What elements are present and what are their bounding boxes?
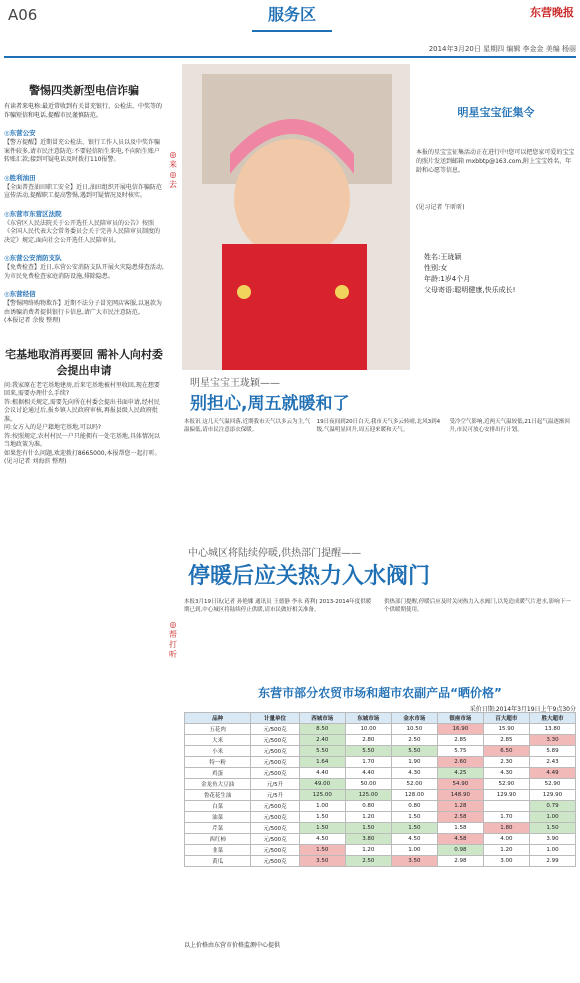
weather-headline	[190, 374, 570, 414]
column-header: 东城市场	[345, 713, 391, 724]
table-cell: 4.30	[391, 768, 437, 779]
table-cell: 2.30	[483, 757, 529, 768]
weather-col-2: 19日夜间到20日白天,我市天气多云转晴,北风3到4级,气温明显回升,周五迎来暖和天气。	[316, 419, 441, 433]
column-header: 西城市场	[299, 713, 345, 724]
table-cell: 元/500克	[251, 801, 300, 812]
table-cell: 元/500克	[251, 823, 300, 834]
heating-kicker: 中心城区将陆续停暖,供热部门提醒——	[188, 548, 362, 559]
newspaper-logo: 东营晚报	[530, 6, 574, 19]
table-cell: 特一粉	[185, 757, 251, 768]
section-title: 服务区	[252, 2, 332, 32]
left-reporter: (见习记者 刘海滨 整理)	[4, 458, 67, 465]
table-cell: 52.90	[529, 779, 575, 790]
heating-body	[184, 598, 576, 614]
item-source: ◎东营经信	[4, 290, 36, 298]
table-cell: 4.58	[437, 834, 483, 845]
question-2: 问:女方入的是户籍地宅基地,可以吗?	[4, 424, 102, 431]
table-cell: 鲁花花生油	[185, 790, 251, 801]
weather-col-3: 受冷空气影响,近两天气温较低,21日起气温逐渐回升,市民可放心安排出行计划。	[449, 419, 570, 433]
table-row	[185, 779, 576, 790]
table-cell: 1.70	[483, 812, 529, 823]
table-cell: 13.80	[529, 724, 575, 735]
table-cell: 0.79	[529, 801, 575, 812]
table-cell: 韭菜	[185, 845, 251, 856]
table-cell: 54.90	[437, 779, 483, 790]
table-cell: 1.50	[299, 812, 345, 823]
left-lead: 有读者来电称:最近常收到有关冒充银行、公检法、中奖等的诈骗短信和电话,提醒市民谨慎防范。	[4, 103, 163, 119]
table-cell: 2.98	[437, 856, 483, 867]
table-cell: 2.58	[437, 812, 483, 823]
side-column	[416, 62, 576, 322]
table-cell: 3.50	[391, 856, 437, 867]
baby-name: 姓名:王珑颖	[424, 253, 462, 261]
item-source: ◎胜利油田	[4, 173, 36, 182]
table-cell: 2.85	[437, 735, 483, 746]
table-cell: 五花肉	[185, 724, 251, 735]
column-header: 品种	[185, 713, 251, 724]
vertical-label-2: ◎帮打听	[169, 620, 177, 659]
table-cell: 元/500克	[251, 834, 300, 845]
table-cell: 2.50	[345, 856, 391, 867]
table-cell: 2.80	[345, 735, 391, 746]
table-cell	[483, 801, 529, 812]
bottom-note: 如果您有什么问题,欢迎拨打8665000,本报帮您一起打听。	[4, 449, 161, 457]
table-cell: 4.40	[345, 768, 391, 779]
side-box: 本报的星宝宝征集活动正在进行中!您可以把您家可爱的宝宝的照片发送到邮箱 mxbbtp@163.com,附上宝宝姓名、年龄和心愿等信息。	[416, 149, 575, 174]
table-cell: 1.90	[391, 757, 437, 768]
table-row	[185, 812, 576, 823]
table-cell: 2.50	[391, 735, 437, 746]
weather-title: 别担心,周五就暖和了	[190, 394, 350, 414]
table-cell: 元/500克	[251, 735, 300, 746]
vertical-label-1: ◎来◎去	[169, 150, 177, 189]
table-cell: 1.50	[391, 823, 437, 834]
heating-col-1: 本报3月19日讯(记者 孙艳娜 通讯员 王德静 李永 蒋利) 2013-2014年度供暖期已到,中心城区将陆续停止供暖,请市民做好相关准备。	[184, 599, 372, 613]
table-cell: 油菜	[185, 812, 251, 823]
weather-kicker: 明星宝宝王珑颖——	[190, 378, 280, 389]
table-cell: 白菜	[185, 801, 251, 812]
page-number: A06	[8, 6, 38, 24]
table-cell: 元/500克	[251, 845, 300, 856]
table-cell: 1.50	[529, 823, 575, 834]
table-cell: 2.40	[299, 735, 345, 746]
left-column	[4, 62, 164, 977]
answer-1: 答:根据相关规定,需要先向所在村委会提出书面申请,经村民会议讨论通过后,报乡镇人民政府审核,再报县级人民政府批准。	[4, 398, 160, 423]
left-title-2: 宅基地取消再要回 需补人向村委会提出申请	[5, 347, 163, 377]
table-cell: 15.90	[483, 724, 529, 735]
left-title: 警惕四类新型电信诈骗	[29, 84, 139, 97]
table-cell: 129.90	[483, 790, 529, 801]
table-cell: 1.64	[299, 757, 345, 768]
table-cell: 西红柿	[185, 834, 251, 845]
table-cell: 3.90	[529, 834, 575, 845]
item-text: 【警惕网络购物欺诈】近期不法分子冒充网店客服,以退款为由诱骗消费者提供银行卡信息,请广大市民注意防范。	[4, 300, 162, 316]
price-table	[184, 712, 576, 867]
table-cell: 49.00	[299, 779, 345, 790]
item-source: ◎东营公安	[4, 129, 36, 137]
table-cell: 1.20	[345, 812, 391, 823]
heating-col-2: 供热部门提醒,停暖后应及时关闭热力入水阀门,以免造成暖气片进水,影响下一个供暖期使用。	[384, 599, 571, 613]
table-cell: 10.50	[391, 724, 437, 735]
side-title: 明星宝宝征集令	[457, 106, 535, 119]
weather-col-1: 本报讯 这几天气温回落,近期我市天气以多云为主,气温偏低,请市民注意添衣保暖。	[184, 419, 311, 433]
table-row	[185, 757, 576, 768]
question-1: 问:我家原在老宅基地建房,后来宅基地被村里收回,现在想要回来,需要办理什么手续?	[4, 381, 160, 397]
column-header: 银座市场	[437, 713, 483, 724]
table-row	[185, 790, 576, 801]
table-cell: 50.00	[345, 779, 391, 790]
table-cell: 元/5升	[251, 790, 300, 801]
table-cell: 1.00	[529, 812, 575, 823]
table-row	[185, 801, 576, 812]
item-source: ◎东营市东营区法院	[4, 209, 62, 218]
table-cell: 元/500克	[251, 768, 300, 779]
table-cell: 1.00	[299, 801, 345, 812]
market-title: 东营市部分农贸市场和超市农副产品“晒价格”	[258, 686, 502, 700]
table-cell: 大米	[185, 735, 251, 746]
item-text: 【警方提醒】近期冒充公检法、银行工作人员以及中奖诈骗案件较多,请市民注意防范:不要轻信陌生来电,不向陌生账户转账汇款;接到可疑电话及时拨打110报警。	[4, 139, 161, 163]
table-cell: 4.50	[299, 834, 345, 845]
left-note: (本报记者 余俊 整理)	[4, 317, 61, 324]
table-cell: 3.30	[529, 735, 575, 746]
table-cell: 1.50	[299, 845, 345, 856]
table-row	[185, 768, 576, 779]
table-cell: 0.98	[437, 845, 483, 856]
table-cell: 5.89	[529, 746, 575, 757]
table-cell: 125.00	[299, 790, 345, 801]
table-cell: 1.00	[529, 845, 575, 856]
table-cell: 0.80	[345, 801, 391, 812]
table-cell: 2.85	[483, 735, 529, 746]
market-date: 采价日期:2014年3月19日上午9点30分	[469, 706, 576, 713]
table-cell: 3.50	[299, 856, 345, 867]
table-cell: 1.70	[345, 757, 391, 768]
item-source: ◎东营公安消防支队	[4, 254, 62, 262]
table-cell: 4.40	[299, 768, 345, 779]
table-cell: 52.90	[483, 779, 529, 790]
table-row	[185, 845, 576, 856]
table-row	[185, 834, 576, 845]
baby-info	[416, 252, 576, 296]
table-row	[185, 724, 576, 735]
table-cell: 元/5升	[251, 779, 300, 790]
table-cell: 5.50	[345, 746, 391, 757]
table-cell: 52.00	[391, 779, 437, 790]
item-text: 【免费检查】近日,东营公安消防支队开展火灾隐患排查活动,为市民免费检查家庭消防设施,排除隐患。	[4, 264, 164, 280]
answer-2: 答:按照规定,农村村民一户只能拥有一处宅基地,具体情况以当地政策为准。	[4, 432, 160, 448]
table-cell: 元/500克	[251, 757, 300, 768]
baby-gender: 性别:女	[424, 264, 448, 272]
table-cell: 1.50	[299, 823, 345, 834]
table-row	[185, 746, 576, 757]
header-rule	[4, 56, 576, 58]
table-cell: 4.00	[483, 834, 529, 845]
table-cell: 0.80	[391, 801, 437, 812]
table-cell: 5.50	[299, 746, 345, 757]
baby-age: 年龄:1岁4个月	[424, 275, 471, 283]
table-cell: 1.28	[437, 801, 483, 812]
table-cell: 6.50	[483, 746, 529, 757]
column-header: 百大超市	[483, 713, 529, 724]
table-cell: 128.00	[391, 790, 437, 801]
table-cell: 4.49	[529, 768, 575, 779]
table-cell: 125.00	[345, 790, 391, 801]
table-header	[185, 713, 576, 724]
table-cell: 1.00	[391, 845, 437, 856]
column-header: 计量单位	[251, 713, 300, 724]
table-cell: 1.20	[483, 845, 529, 856]
table-cell: 4.25	[437, 768, 483, 779]
issue-meta: 2014年3月20日 星期四 编辑 李金金 美编 杨丽	[428, 45, 576, 53]
table-cell: 5.75	[437, 746, 483, 757]
table-cell: 小米	[185, 746, 251, 757]
table-body	[185, 724, 576, 867]
page-header	[0, 0, 580, 60]
table-cell: 元/500克	[251, 724, 300, 735]
table-cell: 鸡蛋	[185, 768, 251, 779]
heating-headline	[188, 544, 573, 590]
left-items	[4, 128, 164, 317]
table-row	[185, 856, 576, 867]
table-cell: 1.50	[391, 812, 437, 823]
column-header: 金水市场	[391, 713, 437, 724]
baby-wish: 父母寄语:聪明健康,快乐成长!	[424, 286, 516, 294]
table-cell: 129.90	[529, 790, 575, 801]
table-cell: 1.58	[437, 823, 483, 834]
weather-body	[184, 418, 576, 434]
table-cell: 芹菜	[185, 823, 251, 834]
table-cell: 1.20	[345, 845, 391, 856]
table-cell: 148.90	[437, 790, 483, 801]
table-cell: 4.30	[483, 768, 529, 779]
table-cell: 8.50	[299, 724, 345, 735]
table-cell: 元/500克	[251, 856, 300, 867]
table-cell: 2.99	[529, 856, 575, 867]
table-cell: 1.50	[345, 823, 391, 834]
table-cell: 2.43	[529, 757, 575, 768]
table-row	[185, 823, 576, 834]
side-credit: (见习记者 午昕昕)	[416, 204, 465, 211]
table-cell: 元/500克	[251, 812, 300, 823]
table-cell: 4.50	[391, 834, 437, 845]
baby-illustration	[182, 64, 410, 370]
table-cell: 黄瓜	[185, 856, 251, 867]
table-cell: 1.80	[483, 823, 529, 834]
column-header: 胜大超市	[529, 713, 575, 724]
table-cell: 10.00	[345, 724, 391, 735]
heating-title: 停暖后应关热力入水阀门	[188, 564, 431, 589]
table-cell: 16.90	[437, 724, 483, 735]
baby-photo	[182, 64, 410, 370]
table-cell: 金龙鱼大豆油	[185, 779, 251, 790]
table-row	[185, 735, 576, 746]
item-text: 【全面普查油田职工安全】近日,油田组织开展电信诈骗防范宣传活动,提醒职工提高警惕,遇到可疑情况及时核实。	[4, 183, 162, 199]
table-cell: 5.50	[391, 746, 437, 757]
table-cell: 2.60	[437, 757, 483, 768]
market-foot: 以上价格由东营市价格监测中心提供	[184, 942, 281, 949]
table-cell: 3.80	[345, 834, 391, 845]
item-text: 《东营区人民法院关于公开选任人民陪审员的公告》按照《全国人民代表大会常务委员会关于完善人民陪审员制度的决定》规定,面向社会公开选任人民陪审员。	[4, 219, 161, 244]
table-cell: 3.00	[483, 856, 529, 867]
table-cell: 元/500克	[251, 746, 300, 757]
